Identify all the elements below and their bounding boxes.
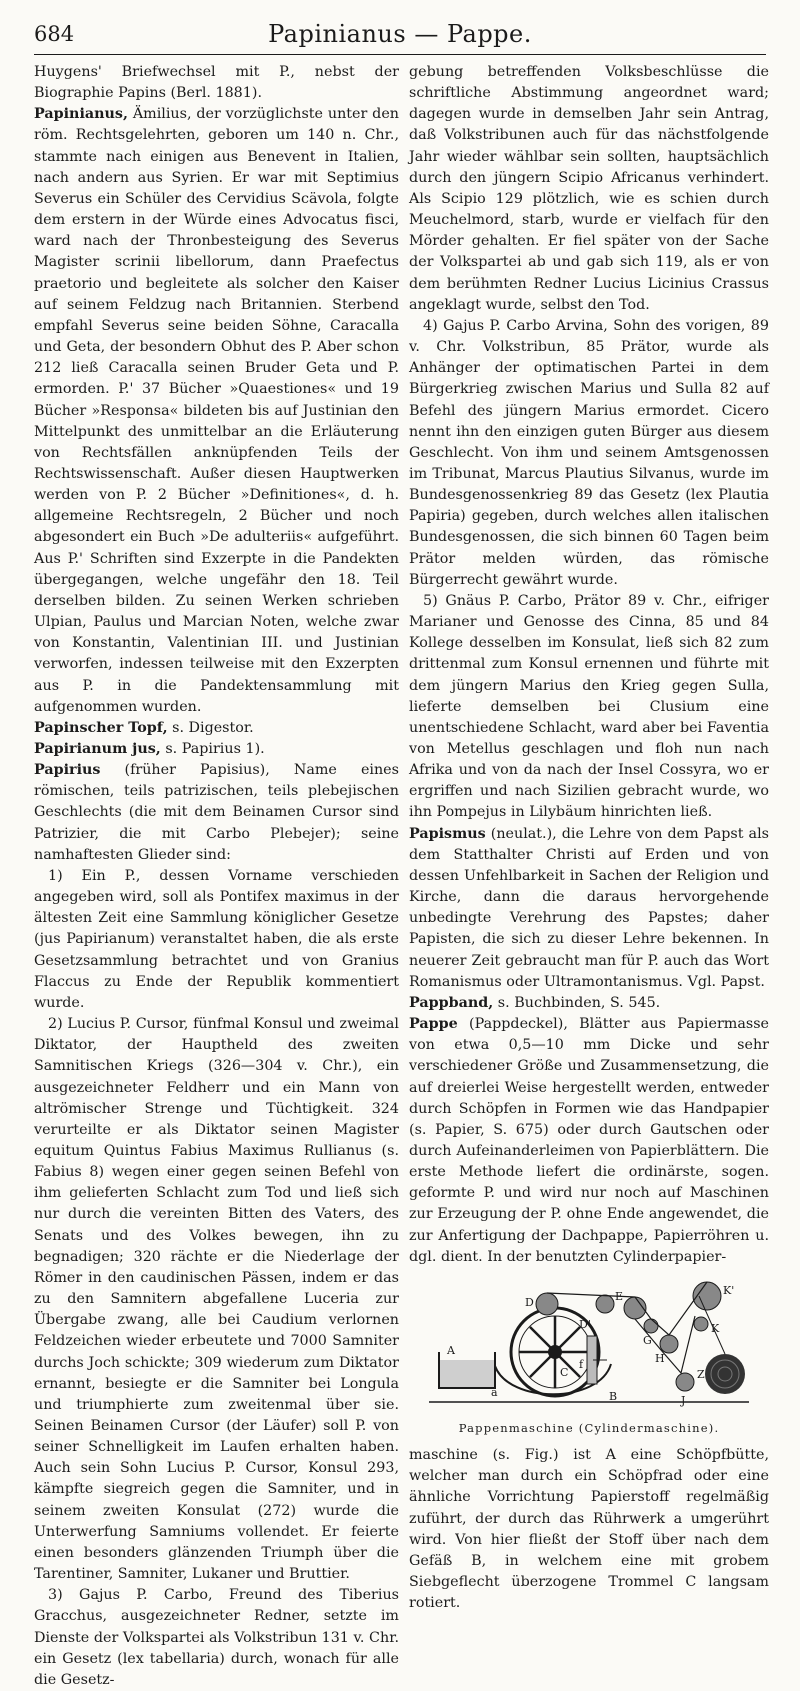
label-K-prime: K' <box>723 1283 735 1297</box>
paragraph: gebung betreffenden Volksbeschlüsse die schriftliche Abstimmung angeordnet ward; dagegen wurde in demselben Jahr sein Antrag, daß Volkstribunen auch für das nächstfolgende Jahr wieder wählbar sein sollten, hauptsächlich durch den jüngern Scipio Africanus verhindert. Als Scipio 129 plötzlich, wie es schien durch Meuchelmord, starb, wurde er vielfach für den Mörder gehalten. Er fiel später von der Sache der Volkspartei ab und gab sich 119, als er von dem berühmten Redner Lucius Licinius Crassus angeklagt wurde, selbst den Tod. <box>409 64 769 313</box>
headword: Pappband, <box>409 994 494 1011</box>
label-D-prime: D' <box>579 1317 591 1331</box>
page-number: 684 <box>34 22 75 46</box>
label-E: E <box>615 1289 624 1303</box>
entry-pappband <box>409 993 769 1014</box>
headword: Papinianus, <box>34 106 128 123</box>
entry-papirius <box>34 760 399 866</box>
paragraph: 5) Gnäus P. Carbo, Prätor 89 v. Chr., eifriger Marianer und Genosse des Cinna, 85 und 84 Kollege desselben im Konsulat, ließ sich 82 zum drittenmal zum Konsul ernennen und führte mit dem jüngern Marius den Krieg gegen Sulla, lieferte demselben bei Clusium eine unentschiedene Schlacht, ward aber bei Faventia von Metellus geschlagen und floh nun nach Afrika und von da nach der Insel Cossyra, wo er ergriffen und nach Sizilien gebracht wurde, wo ihn Pompejus in Lilybäum hinrichten ließ. <box>409 592 769 821</box>
label-K: K <box>711 1321 720 1335</box>
label-H: H <box>655 1351 665 1365</box>
paragraph: 1) Ein P., dessen Vorname verschieden angegeben wird, soll als Pontifex maximus in der ältesten Zeit eine Sammlung königlicher Gesetze (jus Papirianum) veranstaltet haben, die als erste Gesetzsammlung betrachtet und von Granius Flaccus zu Ende der Republik kommentiert wurde. <box>34 867 399 1011</box>
label-B: B <box>609 1389 618 1403</box>
paragraph: 3) Gajus P. Carbo, Freund des Tiberius Gracchus, ausgezeichneter Redner, setzte im Dienste der Volkspartei als Volkstribun 131 v. Chr. ein Gesetz (lex tabellaria) durch, wonach für alle die Gesetz- <box>34 1587 399 1688</box>
machine-illustration <box>429 1276 749 1416</box>
headword: Papirianum jus, <box>34 741 161 757</box>
label-D: D <box>525 1295 534 1309</box>
headword: Papismus <box>409 825 486 842</box>
running-title: Papinianus — Pappe. <box>268 20 532 48</box>
figure-caption: Pappenmaschine (Cylindermaschine). <box>458 1420 720 1435</box>
label-f: f <box>579 1357 584 1371</box>
entry-pappe <box>409 1014 769 1268</box>
entry-papinscher-topf <box>34 718 399 739</box>
entry-papinianus <box>34 104 399 718</box>
entry-text: (Pappdeckel), Blätter aus Papiermasse von etwa 0,5—10 mm Dicke und sehr verschiedener Größe und Zusammensetzung, die auf dreierlei Weise hergestellt werden, entweder durch Schöpfen in Formen wie das Handpapier (s. Papier, S. 675) oder durch Gautschen oder durch Aufeinanderleimen von Papierblättern. Die erste Methode liefert die ordinärste, sogen. geformte P. und wird nur noch auf Maschinen zur Erzeugung der P. ohne Ende angewendet, die zur Anfertigung der Dachpappe, Papierröhren u. dgl. dient. In der benutzten Cylinderpapier- <box>409 1016 769 1265</box>
entry-text: (früher Papisius), Name eines römischen, teils patrizischen, teils plebejischen Geschlechts (die mit dem Beinamen Cursor sind Patrizier, die mit Carbo Plebejer); seine namhaftesten Glieder sind: <box>34 762 399 863</box>
label-J: J <box>681 1393 686 1407</box>
paragraph: Huygens' Briefwechsel mit P., nebst der Biographie Papins (Berl. 1881). <box>34 64 399 102</box>
label-C: C <box>560 1365 569 1379</box>
entry-papirianum-jus <box>34 739 399 760</box>
label-a: a <box>491 1385 498 1399</box>
left-column <box>34 62 399 1688</box>
entry-text: s. Buchbinden, S. 545. <box>493 994 661 1011</box>
headword: Pappe <box>409 1016 458 1033</box>
entry-text: Ämilius, der vorzüglichste unter den röm. Rechtsgelehrten, geboren um 140 n. Chr., stammte nach einigen aus Benevent in Italien, nach andern aus Syrien. Er war mit Septimius Severus ein Schüler des Cervidius Scävola, folgte dem erstern in der Würde eines Advocatus fisci, ward nach der Thronbesteigung des Severus Magister scrinii libellorum, dann Praefectus praetorio und begleitete als solcher den Kaiser auf seinem Feldzug nach Britannien. Sterbend empfahl Severus seine beiden Söhne, Caracalla und Geta, der besondern Obhut des P. Aber schon 212 ließ Caracalla seinen Bruder Geta und P. ermorden. P.' 37 Bücher »Quaestiones« und 19 Bücher »Responsa« bildeten bis auf Justinian den Mittelpunkt des unmittelbar an die Erläuterung von Rechtsfällen anknüpfenden Teils der Rechtswissenschaft. Außer diesen Hauptwerken werden von P. 2 Bücher »Definitiones«, d. h. allgemeine Rechtsregeln, 2 Bücher und noch abgesondert ein Buch »De adulteriis« aufgeführt. Aus P.' Schriften sind Exzerpte in die Pandekten übergegangen, welche ungefähr den 18. Teil derselben bilden. Zu seinen Werken schrieben Ulpian, Paulus und Marcian Noten, welche zwar von Konstantin, Valentinian III. und Justinian verworfen, indessen teilweise mit den Exzerpten aus P. in die Pandektensammlung mit aufgenommen wurden. <box>34 106 399 715</box>
entry-text: s. Papirius 1). <box>160 741 265 757</box>
entry-papismus <box>409 824 769 993</box>
entry-text: (neulat.), die Lehre von dem Papst als dem Statthalter Christi auf Erden und von dessen Unfehlbarkeit in Sachen der Religion und Kirche, dann die daraus hervorgehende unbedingte Verehrung des Papstes; daher Papisten, die sich zu dieser Lehre bekennen. In neuerer Zeit gebraucht man für P. auch das Wort Romanismus oder Ultramontanismus. Vgl. Papst. <box>409 825 769 990</box>
figure-pappenmaschine <box>409 1276 769 1439</box>
headword: Papinscher Topf, <box>34 719 168 736</box>
headword: Papirius <box>34 762 101 779</box>
page-header <box>34 14 766 55</box>
paragraph: 2) Lucius P. Cursor, fünfmal Konsul und zweimal Diktator, der Hauptheld des zweiten Samnitischen Kriegs (326—304 v. Chr.), ein ausgezeichneter Feldherr und ein Mann von altrömischer Strenge und Tüchtigkeit. 324 verurteilte er als Diktator seinen Magister equitum Quintus Fabius Maximus Rullianus (s. Fabius 8) wegen einer gegen seinen Befehl von ihm gelieferten Schlacht zum Tod und ließ sich nur durch die vereinten Bitten des Vaters, des Senats und des Volkes bewegen, ihn zu begnadigen; 320 rächte er die Niederlage der Römer in den caudinischen Pässen, indem er das zu den Samnitern abgefallene Luceria zur Übergabe zwang, alle bei Caudium verlornen Feldzeichen wieder erbeutete und 7000 Samniter durchs Joch schickte; 309 wiederum zum Diktator ernannt, besiegte er die Samniter bei Longula und triumphierte zum zweitenmal über sie. Seinen Beinamen Cursor (der Läufer) soll P. von seiner Schnelligkeit im Laufen erhalten haben. Auch sein Sohn Lucius P. Cursor, Konsul 293, kämpfte siegreich gegen die Samniter, und in seinem zweiten Konsulat (272) wurde die Unterwerfung Samniums vollendet. Er feierte einen besonders glänzenden Triumph über die Tarentiner, Samniter, Lukaner und Bruttier. <box>34 1016 399 1583</box>
entry-text: s. Digestor. <box>167 719 254 736</box>
label-A: A <box>447 1343 455 1357</box>
label-Z: Z <box>697 1367 705 1381</box>
label-G: G <box>643 1333 652 1347</box>
paragraph: maschine (s. Fig.) ist A eine Schöpfbütte, welcher man durch ein Schöpfrad oder eine ähnliche Vorrichtung Papierstoff regelmäßig zuführt, der durch das Rührwerk a umgerührt wird. Von hier fließt der Stoff über nach dem Gefäß B, in welchem eine mit grobem Siebgeflecht überzogene Trommel C langsam rotiert. <box>409 1447 769 1612</box>
paragraph: 4) Gajus P. Carbo Arvina, Sohn des vorigen, 89 v. Chr. Volkstribun, 85 Prätor, wurde als Anhänger der optimatischen Partei in dem Bürgerkrieg zwischen Marius und Sulla 82 auf Befehl des jüngern Marius ermordet. Cicero nennt ihn den einzigen guten Bürger aus diesem Geschlecht. Von ihm und seinem Amtsgenossen im Tribunat, Marcus Plautius Silvanus, wurde im Bundesgenossenkrieg 89 das Gesetz (lex Plautia Papiria) gegeben, durch welches allen italischen Bundesgenossen, die sich binnen 60 Tagen beim Prätor melden würden, das römische Bürgerrecht gewährt wurde. <box>409 317 769 588</box>
right-column <box>409 62 769 1612</box>
